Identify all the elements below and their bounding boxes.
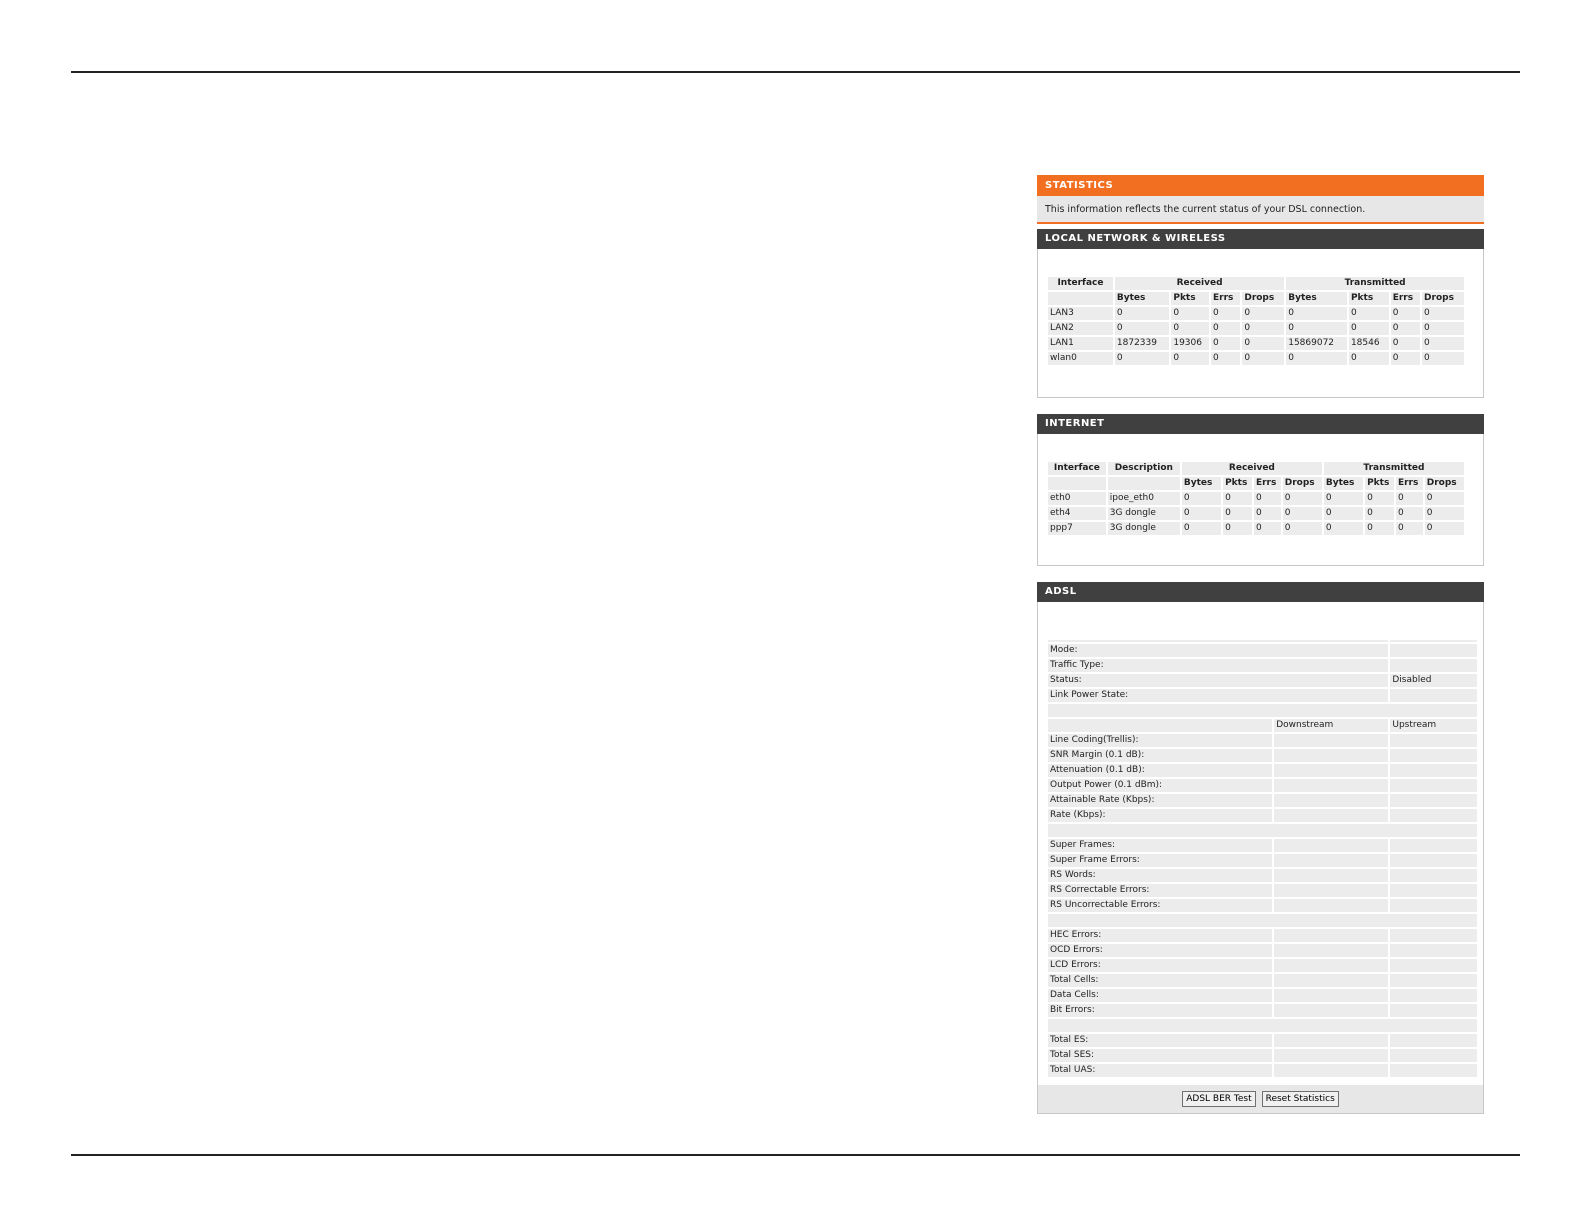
- lan-stats-table: [1046, 275, 1466, 367]
- upstream-value: [1390, 794, 1477, 807]
- stat-value: [1390, 689, 1477, 702]
- stat-cell: 15869072: [1286, 337, 1347, 350]
- downstream-value: [1274, 974, 1388, 987]
- lan-subheader-cell: Errs: [1391, 292, 1420, 305]
- table-row: [1048, 944, 1477, 957]
- spacer-cell: [1390, 640, 1477, 642]
- stat-value: [1390, 659, 1477, 672]
- upstream-value: [1390, 929, 1477, 942]
- stat-cell: 0: [1422, 337, 1464, 350]
- stat-cell: 0: [1242, 307, 1284, 320]
- spacer-cell: [1048, 704, 1477, 717]
- stat-label: Mode:: [1048, 644, 1388, 657]
- stat-label: Total ES:: [1048, 1034, 1272, 1047]
- spacer-cell: [1048, 640, 1388, 642]
- table-row: [1048, 989, 1477, 1002]
- spacer-row: [1048, 1019, 1477, 1032]
- stat-cell: 0: [1391, 307, 1420, 320]
- internet-section-title: INTERNET: [1037, 414, 1484, 434]
- stat-cell: 0: [1391, 322, 1420, 335]
- adsl-section: [1037, 602, 1484, 1085]
- downstream-value: [1274, 884, 1388, 897]
- stat-cell: 0: [1365, 507, 1394, 520]
- interface-cell: LAN1: [1048, 337, 1113, 350]
- stat-cell: 0: [1324, 507, 1363, 520]
- table-row: [1048, 1034, 1477, 1047]
- lan-section-title: LOCAL NETWORK & WIRELESS: [1037, 229, 1484, 249]
- stat-cell: 0: [1254, 522, 1281, 535]
- table-row: [1048, 507, 1464, 520]
- internet-subheader-blank: [1108, 477, 1180, 490]
- interface-cell: ppp7: [1048, 522, 1106, 535]
- upstream-value: [1390, 884, 1477, 897]
- lan-interface-header: Interface: [1048, 277, 1113, 290]
- downstream-value: [1274, 1004, 1388, 1017]
- stat-label: LCD Errors:: [1048, 959, 1272, 972]
- table-row: [1048, 659, 1477, 672]
- stat-cell: 0: [1211, 307, 1240, 320]
- downstream-value: [1274, 839, 1388, 852]
- downstream-value: [1274, 854, 1388, 867]
- table-row: [1048, 352, 1464, 365]
- stat-label: RS Correctable Errors:: [1048, 884, 1272, 897]
- description-cell: ipoe_eth0: [1108, 492, 1180, 505]
- spacer-row: [1048, 704, 1477, 717]
- internet-stats-table: [1046, 460, 1466, 537]
- stat-cell: 0: [1223, 492, 1252, 505]
- downstream-value: [1274, 1064, 1388, 1077]
- stat-label: Bit Errors:: [1048, 1004, 1272, 1017]
- stat-cell: 0: [1365, 522, 1394, 535]
- stat-cell: 0: [1396, 492, 1423, 505]
- reset-statistics-button[interactable]: Reset Statistics: [1262, 1091, 1339, 1107]
- statistics-intro: This information reflects the current status of your DSL connection.: [1037, 196, 1484, 224]
- description-cell: 3G dongle: [1108, 522, 1180, 535]
- header-blank: [1048, 719, 1272, 732]
- table-row: [1048, 322, 1464, 335]
- table-row: [1048, 764, 1477, 777]
- table-row: [1048, 522, 1464, 535]
- upstream-value: [1390, 1064, 1477, 1077]
- downstream-value: [1274, 944, 1388, 957]
- stat-label: Total SES:: [1048, 1049, 1272, 1062]
- upstream-value: [1390, 779, 1477, 792]
- stat-cell: 0: [1171, 352, 1209, 365]
- button-bar: [1037, 1085, 1484, 1114]
- downstream-value: [1274, 749, 1388, 762]
- table-row: [1048, 749, 1477, 762]
- table-row: [1048, 854, 1477, 867]
- stat-cell: 0: [1425, 507, 1464, 520]
- stat-label: HEC Errors:: [1048, 929, 1272, 942]
- lan-transmitted-header: Transmitted: [1286, 277, 1464, 290]
- interface-cell: wlan0: [1048, 352, 1113, 365]
- internet-section: [1037, 434, 1484, 566]
- stat-label: Output Power (0.1 dBm):: [1048, 779, 1272, 792]
- downstream-value: [1274, 1034, 1388, 1047]
- upstream-value: [1390, 944, 1477, 957]
- interface-cell: eth0: [1048, 492, 1106, 505]
- stat-cell: 0: [1425, 522, 1464, 535]
- downstream-value: [1274, 794, 1388, 807]
- adsl-section-title: ADSL: [1037, 582, 1484, 602]
- internet-subheader-cell: Drops: [1425, 477, 1464, 490]
- downstream-value: [1274, 959, 1388, 972]
- upstream-value: [1390, 869, 1477, 882]
- stat-label: RS Uncorrectable Errors:: [1048, 899, 1272, 912]
- stat-cell: 0: [1182, 507, 1221, 520]
- stat-label: SNR Margin (0.1 dB):: [1048, 749, 1272, 762]
- lan-subheader-cell: Drops: [1242, 292, 1284, 305]
- stat-cell: 0: [1349, 322, 1389, 335]
- downstream-value: [1274, 1049, 1388, 1062]
- bottom-rule: [71, 1154, 1520, 1156]
- spacer-cell: [1048, 824, 1477, 837]
- internet-interface-header: Interface: [1048, 462, 1106, 475]
- stat-cell: 0: [1324, 522, 1363, 535]
- table-row: [1048, 869, 1477, 882]
- stat-cell: 0: [1242, 337, 1284, 350]
- internet-subheader-cell: Pkts: [1223, 477, 1252, 490]
- stat-cell: 0: [1223, 507, 1252, 520]
- table-row: [1048, 974, 1477, 987]
- table-row: [1048, 809, 1477, 822]
- table-row: [1048, 644, 1477, 657]
- stat-label: Super Frame Errors:: [1048, 854, 1272, 867]
- stat-label: Status:: [1048, 674, 1388, 687]
- stat-label: Data Cells:: [1048, 989, 1272, 1002]
- stat-cell: 0: [1286, 352, 1347, 365]
- table-row: [1048, 884, 1477, 897]
- internet-description-header: Description: [1108, 462, 1180, 475]
- stat-cell: 0: [1254, 507, 1281, 520]
- stat-value: Disabled: [1390, 674, 1477, 687]
- internet-subheader-cell: Errs: [1254, 477, 1281, 490]
- upstream-value: [1390, 989, 1477, 1002]
- stat-label: OCD Errors:: [1048, 944, 1272, 957]
- stat-label: Rate (Kbps):: [1048, 809, 1272, 822]
- internet-subheader-cell: Errs: [1396, 477, 1423, 490]
- stat-cell: 0: [1182, 522, 1221, 535]
- stat-cell: 0: [1425, 492, 1464, 505]
- stat-cell: 0: [1171, 322, 1209, 335]
- internet-subheader-cell: Bytes: [1324, 477, 1363, 490]
- table-row: [1048, 1049, 1477, 1062]
- stat-cell: 0: [1211, 352, 1240, 365]
- table-row: [1048, 959, 1477, 972]
- stat-cell: 0: [1391, 337, 1420, 350]
- stat-cell: 0: [1171, 307, 1209, 320]
- lan-subheader-cell: Bytes: [1115, 292, 1169, 305]
- spacer-row: [1048, 640, 1477, 642]
- stat-cell: 0: [1115, 352, 1169, 365]
- spacer-row: [1048, 914, 1477, 927]
- lan-subheader-cell: Pkts: [1349, 292, 1389, 305]
- upstream-value: [1390, 839, 1477, 852]
- downstream-value: [1274, 869, 1388, 882]
- lan-received-header: Received: [1115, 277, 1284, 290]
- stat-cell: 0: [1211, 337, 1240, 350]
- table-row: [1048, 1064, 1477, 1077]
- table-row: [1048, 839, 1477, 852]
- lan-subheader-cell: Errs: [1211, 292, 1240, 305]
- upstream-value: [1390, 1049, 1477, 1062]
- table-row: [1048, 337, 1464, 350]
- lan-subheader-cell: Pkts: [1171, 292, 1209, 305]
- stat-cell: 0: [1286, 322, 1347, 335]
- stat-cell: 0: [1283, 507, 1322, 520]
- statistics-title: STATISTICS: [1037, 175, 1484, 196]
- stat-cell: 0: [1286, 307, 1347, 320]
- internet-subheader-cell: Bytes: [1182, 477, 1221, 490]
- upstream-value: [1390, 734, 1477, 747]
- stat-cell: 0: [1349, 352, 1389, 365]
- downstream-value: [1274, 809, 1388, 822]
- stat-cell: 0: [1242, 322, 1284, 335]
- downstream-value: [1274, 734, 1388, 747]
- interface-cell: LAN2: [1048, 322, 1113, 335]
- upstream-header: Upstream: [1390, 719, 1477, 732]
- downstream-value: [1274, 764, 1388, 777]
- stat-cell: 0: [1283, 522, 1322, 535]
- upstream-value: [1390, 749, 1477, 762]
- stat-cell: 0: [1115, 322, 1169, 335]
- statistics-panel: [1037, 175, 1484, 1114]
- stat-cell: 0: [1324, 492, 1363, 505]
- stat-cell: 0: [1396, 507, 1423, 520]
- stat-cell: 0: [1182, 492, 1221, 505]
- table-row: [1048, 899, 1477, 912]
- interface-cell: LAN3: [1048, 307, 1113, 320]
- stat-cell: 0: [1115, 307, 1169, 320]
- stat-cell: 1872339: [1115, 337, 1169, 350]
- stat-cell: 0: [1349, 307, 1389, 320]
- spacer-row: [1048, 824, 1477, 837]
- stat-label: Link Power State:: [1048, 689, 1388, 702]
- stat-cell: 0: [1422, 352, 1464, 365]
- internet-subheader-cell: Drops: [1283, 477, 1322, 490]
- interface-cell: eth4: [1048, 507, 1106, 520]
- upstream-value: [1390, 974, 1477, 987]
- table-row: [1048, 492, 1464, 505]
- table-row: [1048, 1004, 1477, 1017]
- spacer-cell: [1048, 1019, 1477, 1032]
- stat-label: Attainable Rate (Kbps):: [1048, 794, 1272, 807]
- stat-label: Traffic Type:: [1048, 659, 1388, 672]
- stat-cell: 0: [1422, 322, 1464, 335]
- adsl-ber-test-button[interactable]: ADSL BER Test: [1182, 1091, 1255, 1107]
- stat-cell: 0: [1391, 352, 1420, 365]
- upstream-value: [1390, 854, 1477, 867]
- upstream-value: [1390, 1004, 1477, 1017]
- top-rule: [71, 71, 1520, 73]
- lan-subheader-cell: Drops: [1422, 292, 1464, 305]
- stat-label: Line Coding(Trellis):: [1048, 734, 1272, 747]
- spacer-cell: [1048, 914, 1477, 927]
- lan-subheader-cell: Bytes: [1286, 292, 1347, 305]
- upstream-value: [1390, 899, 1477, 912]
- stat-cell: 0: [1223, 522, 1252, 535]
- stat-cell: 18546: [1349, 337, 1389, 350]
- stat-cell: 0: [1365, 492, 1394, 505]
- downstream-header: Downstream: [1274, 719, 1388, 732]
- downstream-value: [1274, 899, 1388, 912]
- table-row: [1048, 794, 1477, 807]
- stat-label: Attenuation (0.1 dB):: [1048, 764, 1272, 777]
- table-row: [1048, 779, 1477, 792]
- internet-received-header: Received: [1182, 462, 1322, 475]
- upstream-value: [1390, 809, 1477, 822]
- table-row: [1048, 307, 1464, 320]
- table-row: [1048, 674, 1477, 687]
- downstream-value: [1274, 989, 1388, 1002]
- stat-cell: 0: [1396, 522, 1423, 535]
- internet-subheader-blank: [1048, 477, 1106, 490]
- upstream-value: [1390, 764, 1477, 777]
- downstream-value: [1274, 929, 1388, 942]
- table-row: [1048, 689, 1477, 702]
- stat-label: Total Cells:: [1048, 974, 1272, 987]
- column-header-row: [1048, 719, 1477, 732]
- stat-label: RS Words:: [1048, 869, 1272, 882]
- adsl-stats-table: [1046, 638, 1479, 1079]
- table-row: [1048, 734, 1477, 747]
- stat-cell: 0: [1422, 307, 1464, 320]
- stat-label: Total UAS:: [1048, 1064, 1272, 1077]
- internet-subheader-cell: Pkts: [1365, 477, 1394, 490]
- upstream-value: [1390, 1034, 1477, 1047]
- upstream-value: [1390, 959, 1477, 972]
- stat-cell: 19306: [1171, 337, 1209, 350]
- lan-subheader-blank: [1048, 292, 1113, 305]
- internet-transmitted-header: Transmitted: [1324, 462, 1464, 475]
- stat-cell: 0: [1211, 322, 1240, 335]
- lan-section: [1037, 249, 1484, 398]
- stat-cell: 0: [1254, 492, 1281, 505]
- stat-cell: 0: [1242, 352, 1284, 365]
- stat-value: [1390, 644, 1477, 657]
- table-row: [1048, 929, 1477, 942]
- stat-label: Super Frames:: [1048, 839, 1272, 852]
- description-cell: 3G dongle: [1108, 507, 1180, 520]
- downstream-value: [1274, 779, 1388, 792]
- stat-cell: 0: [1283, 492, 1322, 505]
